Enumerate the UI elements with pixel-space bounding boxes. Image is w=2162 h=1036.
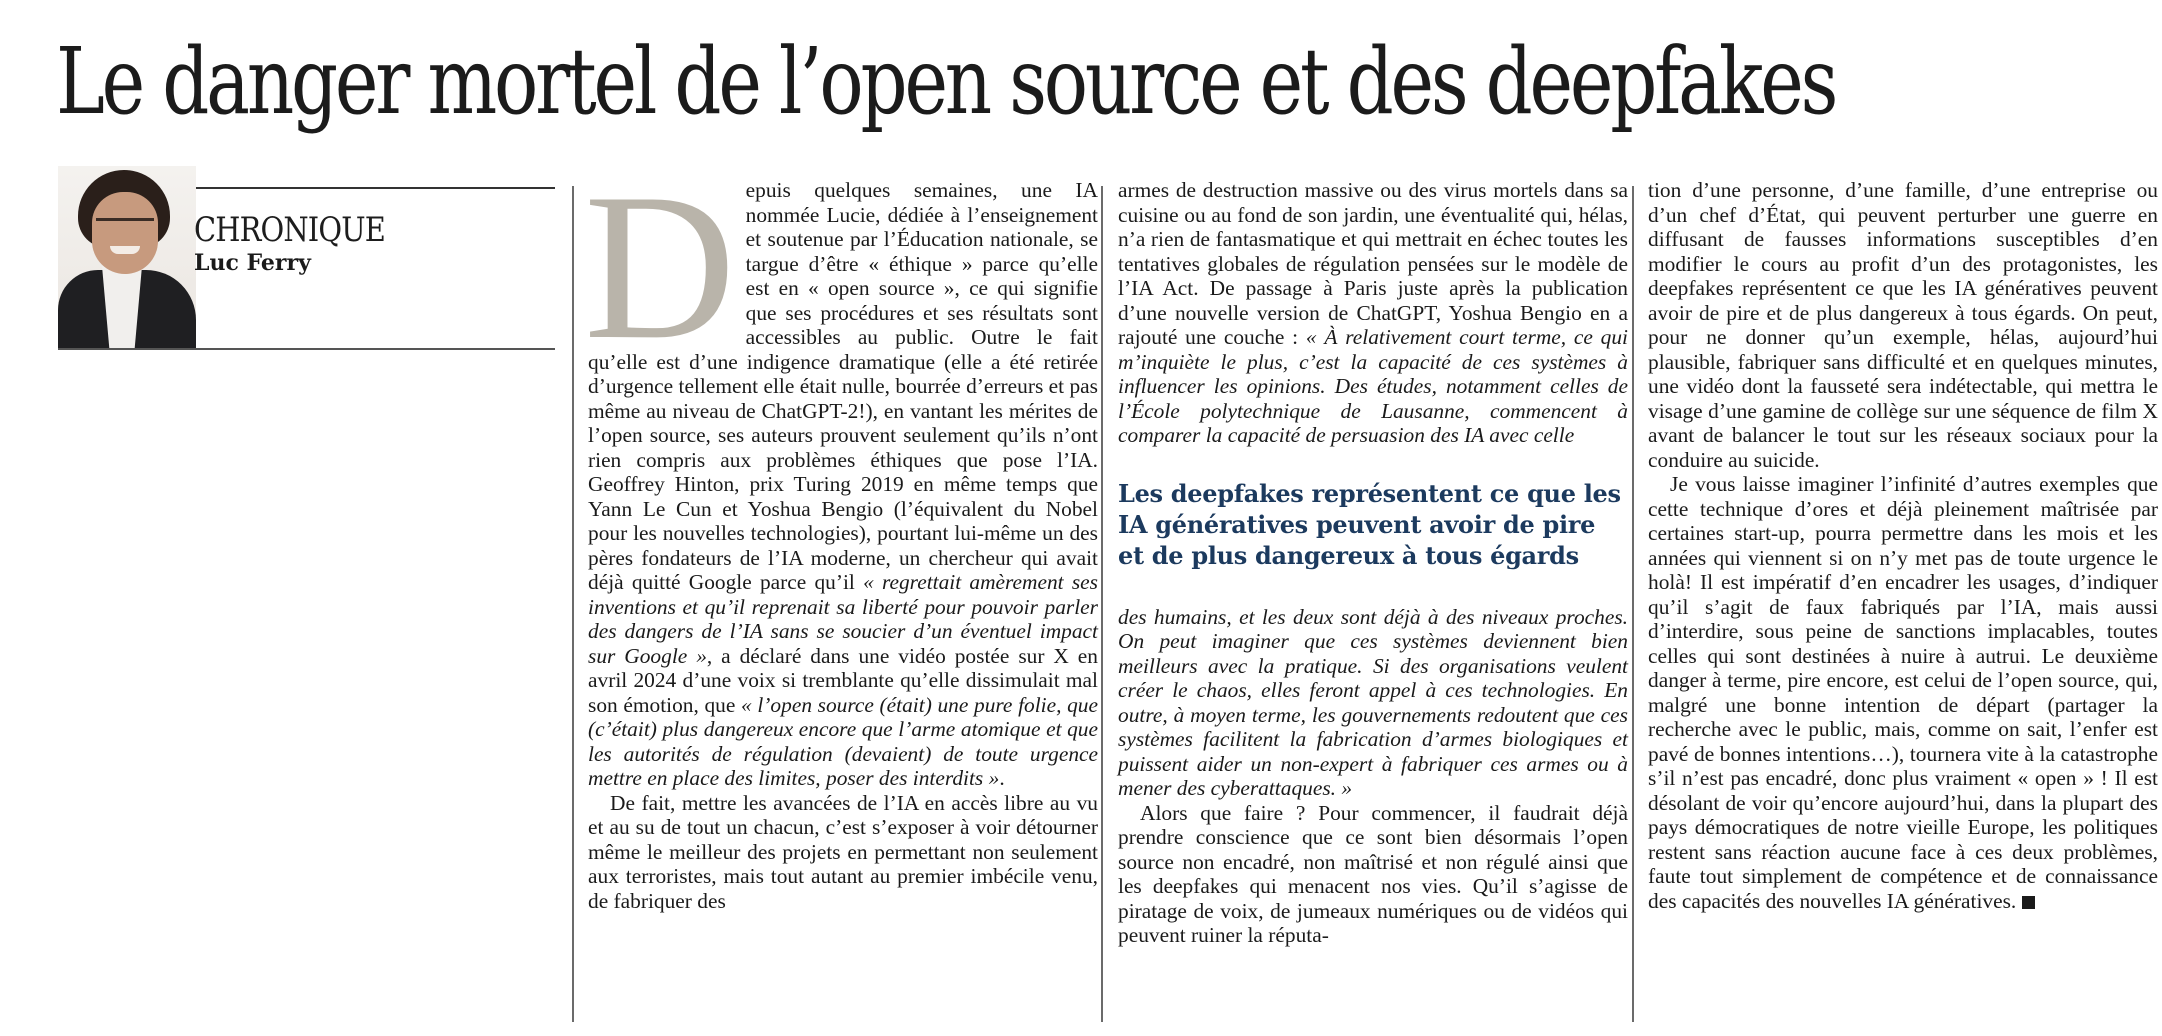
end-of-article-square-icon (2022, 896, 2035, 909)
section-kicker: CHRONIQUE (194, 210, 385, 250)
text-run: , a déclaré dans une vidéo postée sur X en avril 2024 d’une voix si tremblante qu’elle dissimulait mal son émotion, que (588, 643, 1098, 717)
hinton-quote-2: « l’open source (était) une pure folie, que (c’était) plus dangereux encore que l’arme atomique et que les autorités de régulation (devaient) de toute urgence mettre en place des limites, poser des interdits » (588, 692, 1098, 790)
portrait-glasses (96, 218, 154, 231)
paragraph: De fait, mettre les avancées de l’IA en accès libre au vu et au su de tout un chacun, c’est s’exposer à voir détourner même le meilleur des projets en permettant non seulement aux terroristes, mais tout autant au premier imbécile venu, de fabriquer des (588, 790, 1098, 913)
column-byline-box (58, 166, 555, 350)
pull-quote: Les deepfakes représentent ce que les IA génératives peuvent avoir de pire et de plus dangereux à tous égards (1118, 478, 1621, 570)
portrait-smile (110, 246, 140, 254)
drop-cap: D (584, 151, 736, 383)
text-run: epuis quelques semaines, une IA nommée Lucie, dédiée à l’enseignement et soutenue par l’Éducation nationale, se targue d’être « éthique » parce qu’elle est en « open source », ce qui signifie que ses procédures et ses résultats sont accessibles au public. Outre le fait qu’elle est d’une indigence dramatique (elle a été retirée d’urgence tellement elle était nulle, bourrée d’erreurs et pas même au niveau de ChatGPT-2!), en vantant les mérites de l’open source, ses auteurs prouvent seulement qu’ils n’ont rien compris aux problèmes éthiques que pose l’IA. Geoffrey Hinton, prix Turing 2019 en même temps que Yann Le Cun et Yoshua Bengio (l’équivalent du Nobel pour les nouvelles technologies), pourtant lui-même un des pères fondateurs de l’IA moderne, un chercheur qui avait déjà quitté Google parce qu’il (588, 178, 1098, 594)
byline-bottom-rule (58, 348, 555, 350)
paragraph: Alors que faire ? Pour commencer, il faudrait déjà prendre conscience que ce sont bien désormais l’open source non encadré, non maîtrisé et non régulé ainsi que les deepfakes qui menacent nos vies. Qu’il s’agisse de piratage de voix, de jumeaux numériques ou de vidéos qui peuvent ruiner la réputa- (1118, 800, 1628, 947)
column-divider-3 (1632, 186, 1634, 1022)
paragraph (1118, 605, 1628, 801)
article-column-3 (1648, 178, 2158, 913)
author-portrait (58, 166, 196, 350)
paragraph: tion d’une personne, d’une famille, d’une entreprise ou d’un chef d’État, qui peuvent perturber une guerre en diffusant de fausses informations susceptibles d’en modifier le cours au profit d’un des protagonistes, les deepfakes représentent ce que les IA génératives peuvent avoir de pire et de plus dangereux à tous égards. On peut, pour ne donner qu’un exemple, hélas, aujourd’hui plausible, fabriquer sans difficulté et en quelques minutes, une vidéo dont la fausseté sera indétectable, qui mettra le visage d’une gamine de collège sur une séquence de film X avant de balancer le tout sur les réseaux sociaux pour la conduire au suicide. (1648, 178, 2158, 472)
hinton-quote: « regrettait amèrement ses inventions et qu’il reprenait sa liberté pour pouvoir parler des dangers de l’IA sans se soucier d’un éventuel impact sur Google » (588, 570, 1098, 668)
text-run: Je vous laisse imaginer l’infinité d’autres exemples que cette technique d’ores et déjà pleinement maîtrisée par certaines start-up, pourra permettre dans les mois et les années qui viennent si on n’y met pas de toute urgence le holà! Il est impératif d’en encadrer les usages, d’indiquer qu’il s’agit de faux fabriqués par l’IA, mais aussi d’interdire, sous peine de sanctions implacables, toutes celles qui sont destinées à nuire à autrui. Le deuxième danger à terme, pire encore, est celui de l’open source, qui, malgré une bonne intention de départ (partager la recherche avec le public, mais, comme on sait, l’enfer est pavé de bonnes intentions…), tournera vite à la catastrophe s’il n’est pas encadré, donc plus vraiment « open » ! Il est désolant de voir qu’encore aujourd’hui, dans la plupart des pays démocratiques de notre vieille Europe, les politiques restent sans réaction aucune face à ces deux problèmes, faute tout simplement de compétence et de connaissance des capacités des nouvelles IA génératives. (1648, 472, 2158, 913)
author-name: Luc Ferry (194, 250, 311, 276)
column-divider-2 (1101, 186, 1103, 1022)
text-run: armes de destruction massive ou des virus mortels dans sa cuisine ou au fond de son jardin, une éventualité qui, hélas, n’a rien de fantasmatique et qui mettrait en échec toutes les tentatives globales de régulation pensées sur le modèle de l’IA Act. De passage à Paris juste après la publication d’une nouvelle version de ChatGPT, Yoshua Bengio en a rajouté une couche : (1118, 178, 1628, 349)
article-column-2 (1118, 178, 1628, 948)
article-column-1 (584, 151, 1098, 913)
column-divider-1 (572, 186, 574, 1022)
paragraph (1118, 178, 1628, 448)
article-headline: Le danger mortel de l’open source et des deepfakes (56, 28, 1836, 135)
bengio-quote: « À relativement court terme, ce qui m’inquiète le plus, c’est la capacité de ces systèmes à influencer les opinions. Des études, notamment celles de l’École polytechnique de Lausanne, commencent à comparer la capacité de persuasion des IA avec celle (1118, 325, 1628, 447)
text-run: . (999, 766, 1005, 790)
paragraph (584, 151, 1098, 791)
bengio-quote-continued: des humains, et les deux sont déjà à des niveaux proches. On peut imaginer que ces systèmes deviennent bien meilleurs avec la pratique. Si des organisations veulent créer le chaos, elles feront appel à ces technologies. En outre, à moyen terme, les gouvernements redoutent que ces systèmes facilitent la fabrication d’armes biologiques et puissent aider un non-expert à fabriquer ces armes ou à mener des cyberattaques. » (1118, 604, 1628, 800)
portrait-face (92, 192, 158, 274)
paragraph (1648, 472, 2158, 913)
